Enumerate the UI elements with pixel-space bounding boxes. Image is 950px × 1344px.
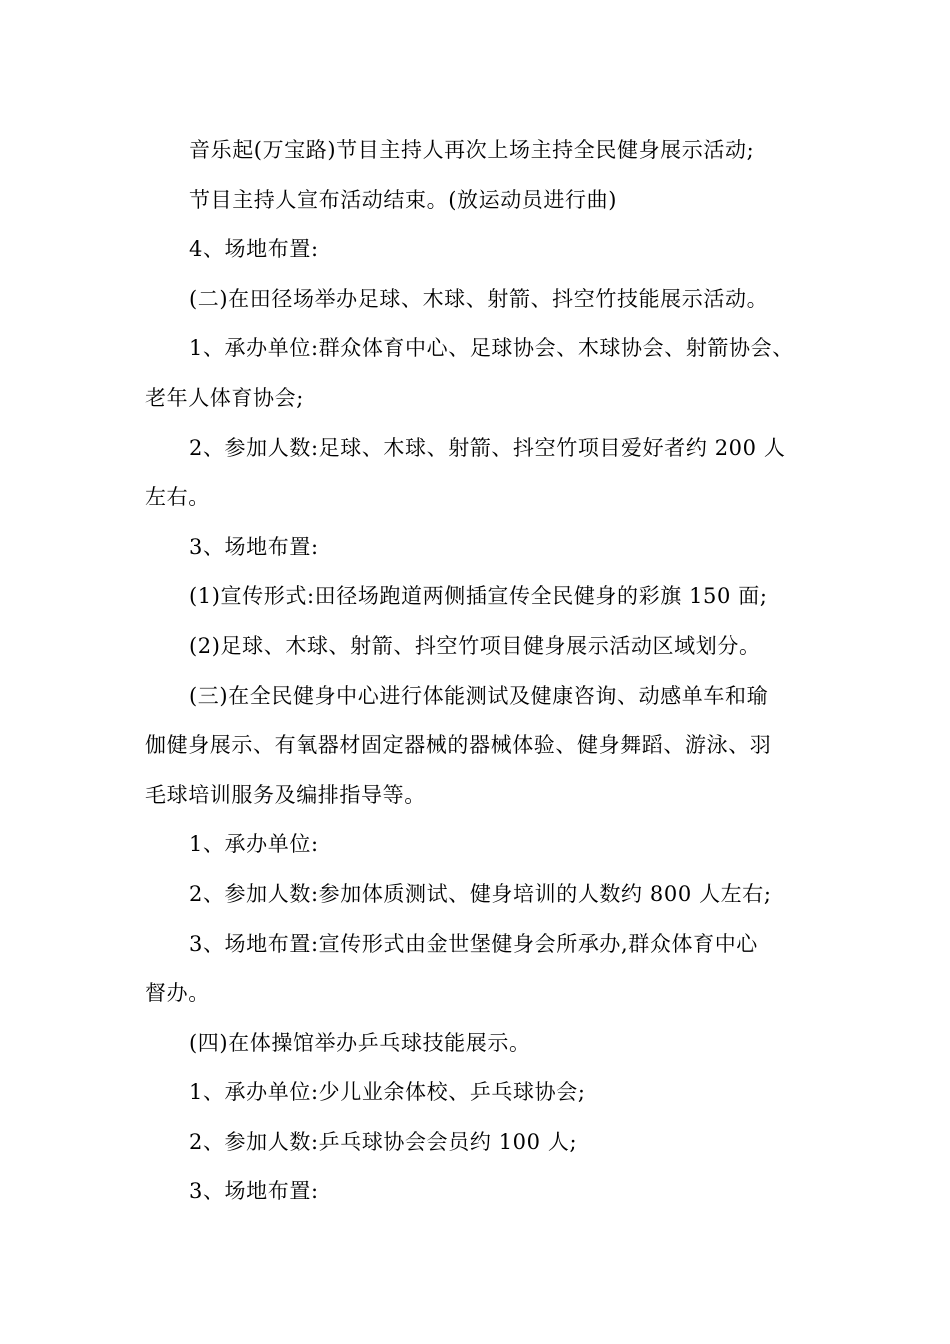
paragraph-line: 2、参加人数:足球、木球、射箭、抖空竹项目爱好者约 200 人 bbox=[189, 435, 786, 460]
paragraph-line: 2、参加人数:参加体质测试、健身培训的人数约 800 人左右; bbox=[189, 881, 772, 906]
paragraph-line: 毛球培训服务及编排指导等。 bbox=[145, 782, 426, 807]
paragraph-line: 3、场地布置: bbox=[189, 534, 319, 559]
section-heading: (二)在田径场举办足球、木球、射箭、抖空竹技能展示活动。 bbox=[189, 286, 769, 311]
paragraph-line: 1、承办单位: bbox=[189, 832, 319, 857]
document-body bbox=[145, 126, 825, 1217]
section-heading: (三)在全民健身中心进行体能测试及健康咨询、动感单车和瑜 bbox=[189, 683, 769, 708]
paragraph-line: 督办。 bbox=[145, 981, 210, 1006]
paragraph-line: 4、场地布置: bbox=[189, 237, 319, 262]
paragraph-line: 音乐起(万宝路)节目主持人再次上场主持全民健身展示活动; bbox=[189, 138, 755, 162]
paragraph-line: (1)宣传形式:田径场跑道两侧插宣传全民健身的彩旗 150 面; bbox=[189, 584, 768, 609]
paragraph-line: 3、场地布置: bbox=[189, 1179, 319, 1204]
paragraph-line: 2、参加人数:乒乓球协会会员约 100 人; bbox=[189, 1129, 578, 1154]
paragraph-line: 1、承办单位:少儿业余体校、乒乓球协会; bbox=[189, 1080, 586, 1105]
paragraph-line: 节目主持人宣布活动结束。(放运动员进行曲) bbox=[189, 187, 617, 212]
section-heading: (四)在体操馆举办乒乓球技能展示。 bbox=[189, 1030, 531, 1055]
paragraph-line: 1、承办单位:群众体育中心、足球协会、木球协会、射箭协会、 bbox=[189, 336, 794, 361]
paragraph-line: 伽健身展示、有氧器材固定器械的器械体验、健身舞蹈、游泳、羽 bbox=[145, 733, 772, 758]
paragraph-line: 左右。 bbox=[145, 485, 210, 510]
paragraph-line: (2)足球、木球、射箭、抖空竹项目健身展示活动区域划分。 bbox=[189, 633, 761, 658]
paragraph-line: 3、场地布置:宣传形式由金世堡健身会所承办,群众体育中心 bbox=[189, 931, 758, 956]
paragraph-line: 老年人体育协会; bbox=[145, 385, 304, 410]
